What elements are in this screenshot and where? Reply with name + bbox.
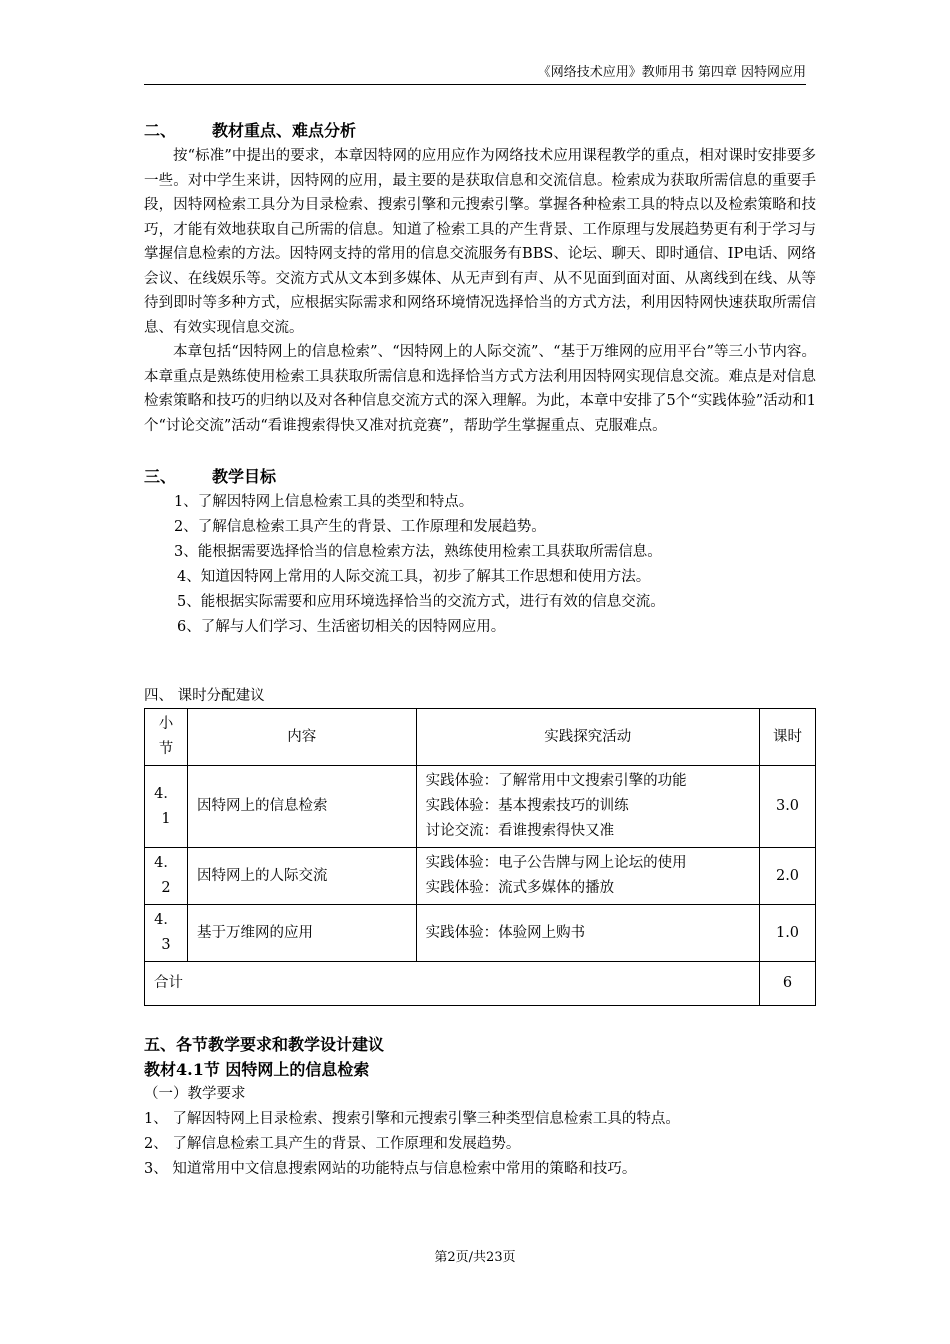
header-cell: 实践探究活动 — [416, 709, 759, 766]
goal-item: 6、了解与人们学习、生活密切相关的因特网应用。 — [177, 619, 506, 635]
header-cell: 内容 — [187, 709, 416, 766]
activities-cell — [416, 848, 759, 905]
hours-cell: 3.0 — [760, 766, 816, 848]
page-header — [144, 62, 806, 85]
requirement-item: 3、 知道常用中文信息搜索网站的功能特点与信息检索中常用的策略和技巧。 — [144, 1161, 637, 1177]
table-row — [145, 905, 816, 962]
activities-cell — [416, 766, 759, 848]
header-text: 《网络技术应用》教师用书 第四章 因特网应用 — [537, 65, 806, 80]
section-5-heading: 五、各节教学要求和教学设计建议 — [144, 1035, 385, 1054]
activity-line: 实践体验：基本搜索技巧的训练 — [425, 798, 629, 814]
total-hours-cell: 6 — [760, 962, 816, 1006]
table-header-row — [145, 709, 816, 766]
section-cell: 4．3 — [145, 905, 188, 962]
content-cell: 因特网上的信息检索 — [187, 766, 416, 848]
activity-line: 实践体验：了解常用中文搜索引擎的功能 — [425, 773, 687, 789]
schedule-table — [144, 708, 816, 1006]
section-2-paragraph-1: 按“标准”中提出的要求，本章因特网的应用应作为网络技术应用课程教学的重点，相对课时安排要多一些。对中学生来讲，因特网的应用，最主要的是获取信息和交流信息。检索成为获取所需信息的重要手段，因特网检索工具分为目录检索、搜索引擎和元搜索引擎。掌握各种检索工具的特点以及检索策略和技巧，才能有效地获取自己所需的信息。知道了检索工具的产生背景、工作原理与发展趋势更有利于学习与掌握信息检索的方法。因特网支持的常用的信息交流服务有BBS、论坛、聊天、即时通信、IP电话、网络会议、在线娱乐等。交流方式从文本到多媒体、从无声到有声、从不见面到面对面、从离线到在线、从等待到即时等多种方式，应根据实际需求和网络环境情况选择恰当的方式方法，利用因特网快速获取所需信息、有效实现信息交流。 — [144, 148, 816, 336]
table-row — [145, 766, 816, 848]
activity-line: 实践体验：电子公告牌与网上论坛的使用 — [425, 855, 687, 871]
activity-line: 实践体验：体验网上购书 — [425, 924, 586, 941]
section-cell: 4．2 — [145, 848, 188, 905]
activities-cell — [416, 905, 759, 962]
schedule-caption: 四、 课时分配建议 — [144, 688, 265, 704]
section-5-subheading: 教材4.1节 因特网上的信息检索 — [144, 1060, 370, 1079]
goal-item: 5、能根据实际需要和应用环境选择恰当的交流方式，进行有效的信息交流。 — [177, 594, 665, 610]
content-cell: 因特网上的人际交流 — [187, 848, 416, 905]
activity-line: 讨论交流：看谁搜索得快又准 — [425, 823, 615, 839]
goal-item: 1、了解因特网上信息检索工具的类型和特点。 — [174, 494, 474, 510]
hours-cell: 2.0 — [760, 848, 816, 905]
hours-cell: 1.0 — [760, 905, 816, 962]
requirements-title: （一）教学要求 — [144, 1086, 246, 1102]
section-2-heading: 二、 教材重点、难点分析 — [144, 121, 357, 140]
section-3-heading: 三、 教学目标 — [144, 467, 277, 486]
document-body — [144, 118, 816, 1182]
activity-line: 实践体验：流式多媒体的播放 — [425, 880, 615, 896]
requirement-item: 1、 了解因特网上目录检索、搜索引擎和元搜索引擎三种类型信息检索工具的特点。 — [144, 1111, 680, 1127]
goal-item: 3、能根据需要选择恰当的信息检索方法，熟练使用检索工具获取所需信息。 — [174, 544, 662, 560]
total-label-cell: 合计 — [145, 962, 760, 1006]
goal-item: 4、知道因特网上常用的人际交流工具，初步了解其工作思想和使用方法。 — [177, 569, 651, 585]
header-cell: 课时 — [760, 709, 816, 766]
goals-list — [144, 490, 816, 640]
section-2-paragraph-2: 本章包括“因特网上的信息检索”、“因特网上的人际交流”、“基于万维网的应用平台”等三小节内容。本章重点是熟练使用检索工具获取所需信息和选择恰当方式方法利用因特网实现信息交流。难点是对信息检索策略和技巧的归纳以及对各种信息交流方式的深入理解。为此，本章中安排了5个“实践体验”活动和1个“讨论交流”活动“看谁搜索得快又准对抗竞赛”，帮助学生掌握重点、克服难点。 — [144, 344, 816, 434]
goal-item: 2、了解信息检索工具产生的背景、工作原理和发展趋势。 — [174, 519, 546, 535]
table-total-row — [145, 962, 816, 1006]
section-cell: 4．1 — [145, 766, 188, 848]
header-cell: 小节 — [145, 709, 188, 766]
table-row — [145, 848, 816, 905]
page-number: 第2页/共23页 — [434, 1250, 516, 1265]
requirement-item: 2、 了解信息检索工具产生的背景、工作原理和发展趋势。 — [144, 1136, 521, 1152]
content-cell: 基于万维网的应用 — [187, 905, 416, 962]
page-footer — [0, 1246, 950, 1265]
